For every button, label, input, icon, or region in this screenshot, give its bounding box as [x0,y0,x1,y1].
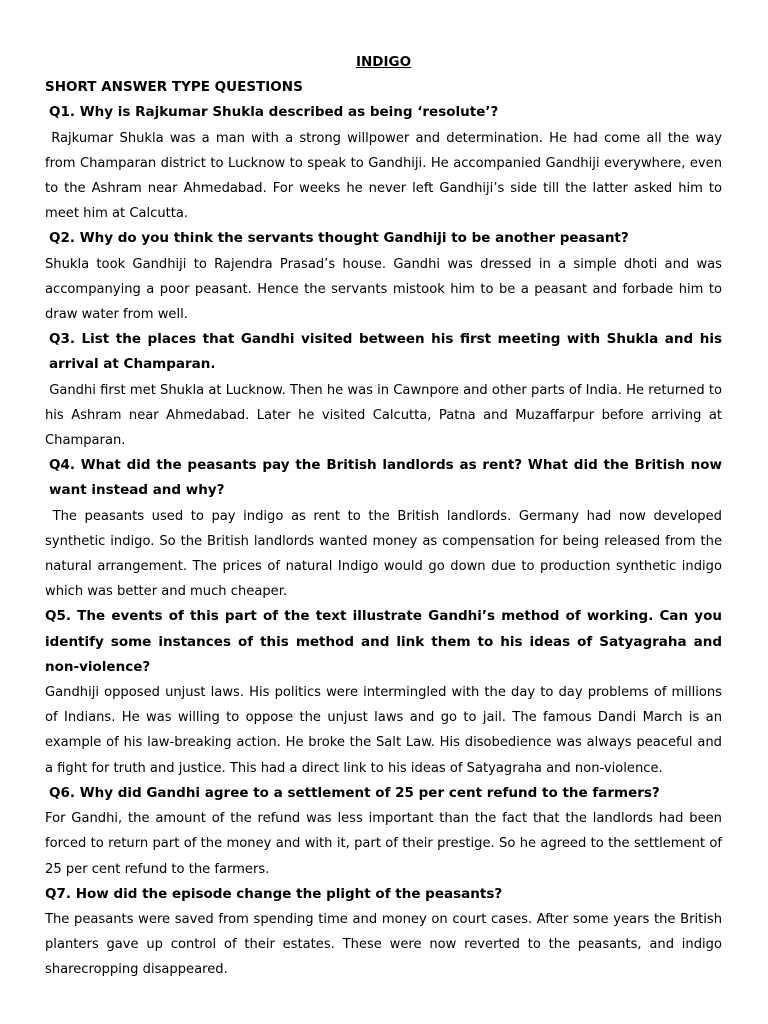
answer-7: The peasants were saved from spending time and money on court cases. After some years the British planters gave up control of their estates. These were now reverted to the peasants, and indigo sharecropping disappeared. [45,911,727,978]
question-5: Q5. The events of this part of the text illustrate Gandhi’s method of working. Can you identify some instances of this method and link them to his ideas of Satyagraha and non-violence? [45,608,722,675]
answer-3: Gandhi first met Shukla at Lucknow. Then he was in Cawnpore and other parts of India. He returned to his Ashram near Ahmedabad. Later he visited Calcutta, Patna and Muzaffarpur before arriving at Champaran. [45,382,727,449]
question-7: Q7. How did the episode change the plight of the peasants? [45,885,503,902]
answer-6: For Gandhi, the amount of the refund was less important than the fact that the landlords had been forced to return part of the money and with it, part of their prestige. So he agreed to the settlement of 25 per cent refund to the farmers. [45,811,727,877]
answer-1: Rajkumar Shukla was a man with a strong willpower and determination. He had come all the way from Champaran district to Lucknow to speak to Gandhiji. He accompanied Gandhiji everywhere, even to the Ashram near Ahmedabad. For weeks he never left Gandhiji’s side till the latter asked him to meet him at Calcutta. [45,130,727,222]
question-4: Q4. What did the peasants pay the British landlords as rent? What did the British now want instead and why? [49,457,722,499]
question-3: Q3. List the places that Gandhi visited between his first meeting with Shukla and his arrival at Champaran. [49,331,722,373]
qa-block-3 [45,327,727,453]
question-2: Q2. Why do you think the servants thought Gandhiji to be another peasant? [49,230,629,247]
answer-5: Gandhiji opposed unjust laws. His politics were intermingled with the day to day problems of millions of Indians. He was willing to oppose the unjust laws and go to jail. The famous Dandi March is an example of his law-breaking action. He broke the Salt Law. His disobedience was always peaceful and a fight for truth and justice. This had a direct link to his ideas of Satyagraha and non-violence. [45,685,727,776]
qa-block-6 [45,781,727,882]
section-heading: SHORT ANSWER TYPE QUESTIONS [45,79,303,96]
question-6: Q6. Why did Gandhi agree to a settlement of 25 per cent refund to the farmers? [49,784,660,801]
qa-block-5 [45,604,727,780]
answer-4: The peasants used to pay indigo as rent to the British landlords. Germany had now developed synthetic indigo. So the British landlords wanted money as compensation for being released from the natural arrangement. The prices of natural Indigo would go down due to production synthetic indigo which was better and much cheaper. [45,508,727,600]
qa-block-2 [45,226,727,327]
qa-block-1 [45,100,727,226]
answer-2: Shukla took Gandhiji to Rajendra Prasad’s house. Gandhi was dressed in a simple dhoti and was accompanying a poor peasant. Hence the servants mistook him to be a peasant and forbade him to draw water from well. [45,256,727,323]
document-title: INDIGO [355,54,412,70]
document-page [45,50,727,983]
question-1: Q1. Why is Rajkumar Shukla described as being ‘resolute’? [49,104,499,121]
qa-block-7 [45,882,727,983]
qa-block-4 [45,453,727,604]
